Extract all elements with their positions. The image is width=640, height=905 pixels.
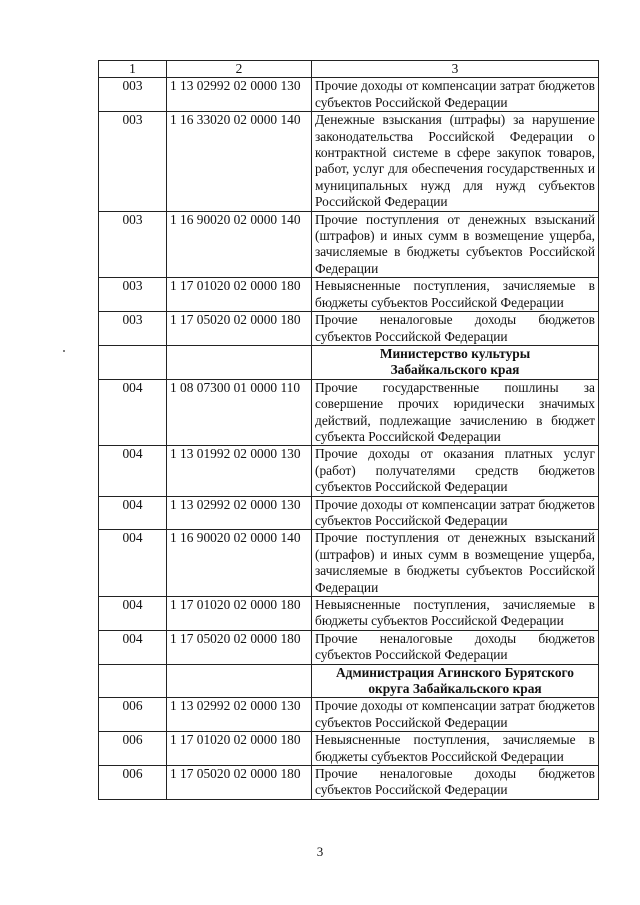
administrator-code: 004 [99, 496, 167, 530]
table-row [99, 312, 599, 346]
section-empty-cell [167, 345, 312, 379]
administrator-code: 004 [99, 379, 167, 446]
revenue-description: Прочие неналоговые доходы бюджетов субъектов Российской Федерации [312, 630, 599, 664]
table-row [99, 112, 599, 211]
table-row [99, 766, 599, 800]
administrator-code: 004 [99, 630, 167, 664]
table-row [99, 630, 599, 664]
section-title-line: Администрация Агинского Бурятского [336, 664, 574, 680]
revenue-classification-code: 1 13 02992 02 0000 130 [167, 78, 312, 112]
section-title [312, 345, 599, 379]
section-empty-cell [99, 664, 167, 698]
administrator-code: 004 [99, 446, 167, 496]
revenue-description: Прочие поступления от денежных взысканий (штрафов) и иных сумм в возмещение ущерба, зачисляемые в бюджеты субъектов Российской Федерации [312, 530, 599, 597]
administrator-code: 003 [99, 112, 167, 211]
revenue-classification-code: 1 13 02992 02 0000 130 [167, 698, 312, 732]
table-row [99, 211, 599, 278]
revenue-description: Невыясненные поступления, зачисляемые в бюджеты субъектов Российской Федерации [312, 278, 599, 312]
page-number: 3 [316, 844, 324, 859]
section-header-row [99, 664, 599, 698]
revenue-classification-code: 1 17 05020 02 0000 180 [167, 766, 312, 800]
administrator-code: 004 [99, 530, 167, 597]
administrator-code: 003 [99, 312, 167, 346]
section-title-line: Министерство культуры [379, 345, 531, 361]
section-empty-cell [167, 664, 312, 698]
revenue-description: Прочие неналоговые доходы бюджетов субъектов Российской Федерации [312, 312, 599, 346]
revenue-classification-code: 1 08 07300 01 0000 110 [167, 379, 312, 446]
revenue-classification-code: 1 17 01020 02 0000 180 [167, 597, 312, 631]
revenue-description: Невыясненные поступления, зачисляемые в бюджеты субъектов Российской Федерации [312, 732, 599, 766]
table-row [99, 379, 599, 446]
revenue-classification-code: 1 16 90020 02 0000 140 [167, 211, 312, 278]
column-number-1: 1 [99, 61, 167, 78]
table-row [99, 698, 599, 732]
administrator-code: 003 [99, 211, 167, 278]
table-body [99, 78, 599, 799]
revenue-classification-code: 1 17 05020 02 0000 180 [167, 630, 312, 664]
revenue-description: Денежные взыскания (штрафы) за нарушение законодательства Российской Федерации о контрактной системе в сфере закупок товаров, работ, услуг для обеспечения государственных и муниципальных нужд для нужд субъектов Российской Федерации [312, 112, 599, 211]
column-number-2: 2 [167, 61, 312, 78]
revenue-classification-code: 1 17 05020 02 0000 180 [167, 312, 312, 346]
section-title [312, 664, 599, 698]
administrator-code: 006 [99, 766, 167, 800]
table-row [99, 496, 599, 530]
revenue-description: Прочие неналоговые доходы бюджетов субъектов Российской Федерации [312, 766, 599, 800]
revenue-description: Невыясненные поступления, зачисляемые в бюджеты субъектов Российской Федерации [312, 597, 599, 631]
administrator-code: 006 [99, 732, 167, 766]
table-row [99, 732, 599, 766]
section-header-row [99, 345, 599, 379]
revenue-description: Прочие доходы от компенсации затрат бюджетов субъектов Российской Федерации [312, 698, 599, 732]
revenue-description: Прочие поступления от денежных взысканий (штрафов) и иных сумм в возмещение ущерба, зачисляемые в бюджеты субъектов Российской Федерации [312, 211, 599, 278]
column-number-3: 3 [312, 61, 599, 78]
section-empty-cell [99, 345, 167, 379]
table-row [99, 446, 599, 496]
table-row [99, 530, 599, 597]
scan-artifact-dot [63, 350, 65, 352]
revenue-classification-code: 1 16 90020 02 0000 140 [167, 530, 312, 597]
table-row [99, 278, 599, 312]
revenue-classification-code: 1 13 02992 02 0000 130 [167, 496, 312, 530]
section-title-line: округа Забайкальского края [368, 681, 542, 697]
revenue-classification-code: 1 16 33020 02 0000 140 [167, 112, 312, 211]
administrator-code: 003 [99, 278, 167, 312]
revenue-description: Прочие доходы от компенсации затрат бюджетов субъектов Российской Федерации [312, 496, 599, 530]
table-row [99, 597, 599, 631]
administrator-code: 004 [99, 597, 167, 631]
revenue-administrators-table [98, 60, 599, 800]
table-row [99, 78, 599, 112]
revenue-classification-code: 1 13 01992 02 0000 130 [167, 446, 312, 496]
revenue-classification-code: 1 17 01020 02 0000 180 [167, 278, 312, 312]
revenue-description: Прочие доходы от компенсации затрат бюджетов субъектов Российской Федерации [312, 78, 599, 112]
revenue-description: Прочие доходы от оказания платных услуг (работ) получателями средств бюджетов субъектов Российской Федерации [312, 446, 599, 496]
section-title-line: Забайкальского края [390, 362, 520, 378]
revenue-classification-code: 1 17 01020 02 0000 180 [167, 732, 312, 766]
column-number-row [99, 61, 599, 78]
revenue-description: Прочие государственные пошлины за совершение прочих юридически значимых действий, подлежащие зачислению в бюджет субъекта Российской Федерации [312, 379, 599, 446]
administrator-code: 006 [99, 698, 167, 732]
administrator-code: 003 [99, 78, 167, 112]
